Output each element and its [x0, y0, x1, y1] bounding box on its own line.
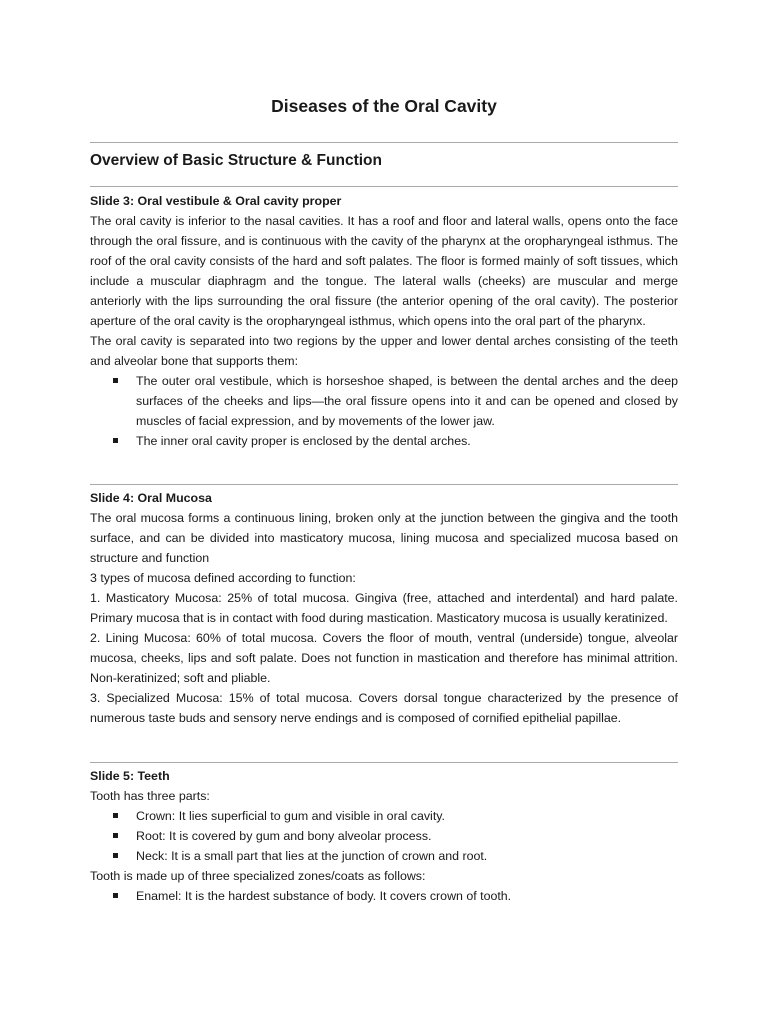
list-item: The inner oral cavity proper is enclosed by the dental arches. [90, 431, 678, 451]
slide-3-heading: Slide 3: Oral vestibule & Oral cavity proper [90, 194, 342, 208]
square-bullet-icon [113, 893, 118, 898]
slide-4-heading: Slide 4: Oral Mucosa [90, 491, 212, 505]
square-bullet-icon [113, 378, 118, 383]
slide-3-paragraph: The oral cavity is inferior to the nasal cavities. It has a roof and floor and lateral walls, opens onto the face through the oral fissure, and is continuous with the cavity of the pharynx at the oropharyngeal isthmus. The roof of the oral cavity consists of the hard and soft palates. The floor is formed mainly of soft tissues, which include a muscular diaphragm and the tongue. The lateral walls (cheeks) are muscular and merge anteriorly with the lips surrounding the oral fissure (the anterior opening of the oral cavity). The posterior aperture of the oral cavity is the oropharyngeal isthmus, which opens into the oral part of the pharynx. [90, 214, 678, 328]
tooth-parts-list [90, 806, 678, 866]
slide-5-paragraph: Tooth has three parts: [90, 789, 210, 803]
square-bullet-icon [113, 813, 118, 818]
slide-4-paragraph: The oral mucosa forms a continuous lining, broken only at the junction between the gingiva and the tooth surface, and can be divided into masticatory mucosa, lining mucosa and specialized mucosa based on structure and function [90, 511, 678, 565]
slide-5-heading: Slide 5: Teeth [90, 769, 170, 783]
slide-4-paragraph: 3. Specialized Mucosa: 15% of total mucosa. Covers dorsal tongue characterized by the presence of numerous taste buds and sensory nerve endings and is composed of cornified epithelial papillae. [90, 691, 678, 725]
slide-3-paragraph: The oral cavity is separated into two regions by the upper and lower dental arches consisting of the teeth and alveolar bone that supports them: [90, 334, 678, 368]
tooth-zones-list [90, 886, 678, 906]
document-title: Diseases of the Oral Cavity [271, 96, 497, 116]
slide-5-section [90, 766, 678, 906]
divider [90, 484, 678, 485]
square-bullet-icon [113, 833, 118, 838]
list-item: Enamel: It is the hardest substance of body. It covers crown of tooth. [90, 886, 678, 906]
divider [90, 762, 678, 763]
square-bullet-icon [113, 853, 118, 858]
divider [90, 142, 678, 143]
list-item: Crown: It lies superficial to gum and visible in oral cavity. [90, 806, 678, 826]
list-item: The outer oral vestibule, which is horseshoe shaped, is between the dental arches and the deep surfaces of the cheeks and lips—the oral fissure opens into it and can be opened and closed by muscles of facial expression, and by movements of the lower jaw. [90, 371, 678, 431]
overview-heading: Overview of Basic Structure & Function [90, 152, 382, 169]
square-bullet-icon [113, 438, 118, 443]
slide-3-bullet-list [90, 371, 678, 451]
slide-4-paragraph: 2. Lining Mucosa: 60% of total mucosa. Covers the floor of mouth, ventral (underside) tongue, alveolar mucosa, cheeks, lips and soft palate. Does not function in mastication and therefore has minimal attrition. Non-keratinized; soft and pliable. [90, 631, 678, 685]
slide-4-paragraph: 1. Masticatory Mucosa: 25% of total mucosa. Gingiva (free, attached and interdental) and hard palate. Primary mucosa that is in contact with food during mastication. Masticatory mucosa is usually keratinized. [90, 591, 678, 625]
list-item: Neck: It is a small part that lies at the junction of crown and root. [90, 846, 678, 866]
slide-4-section [90, 488, 678, 728]
slide-4-paragraph: 3 types of mucosa defined according to function: [90, 571, 356, 585]
slide-5-paragraph: Tooth is made up of three specialized zones/coats as follows: [90, 869, 426, 883]
slide-3-section [90, 191, 678, 451]
list-item: Root: It is covered by gum and bony alveolar process. [90, 826, 678, 846]
divider [90, 186, 678, 187]
